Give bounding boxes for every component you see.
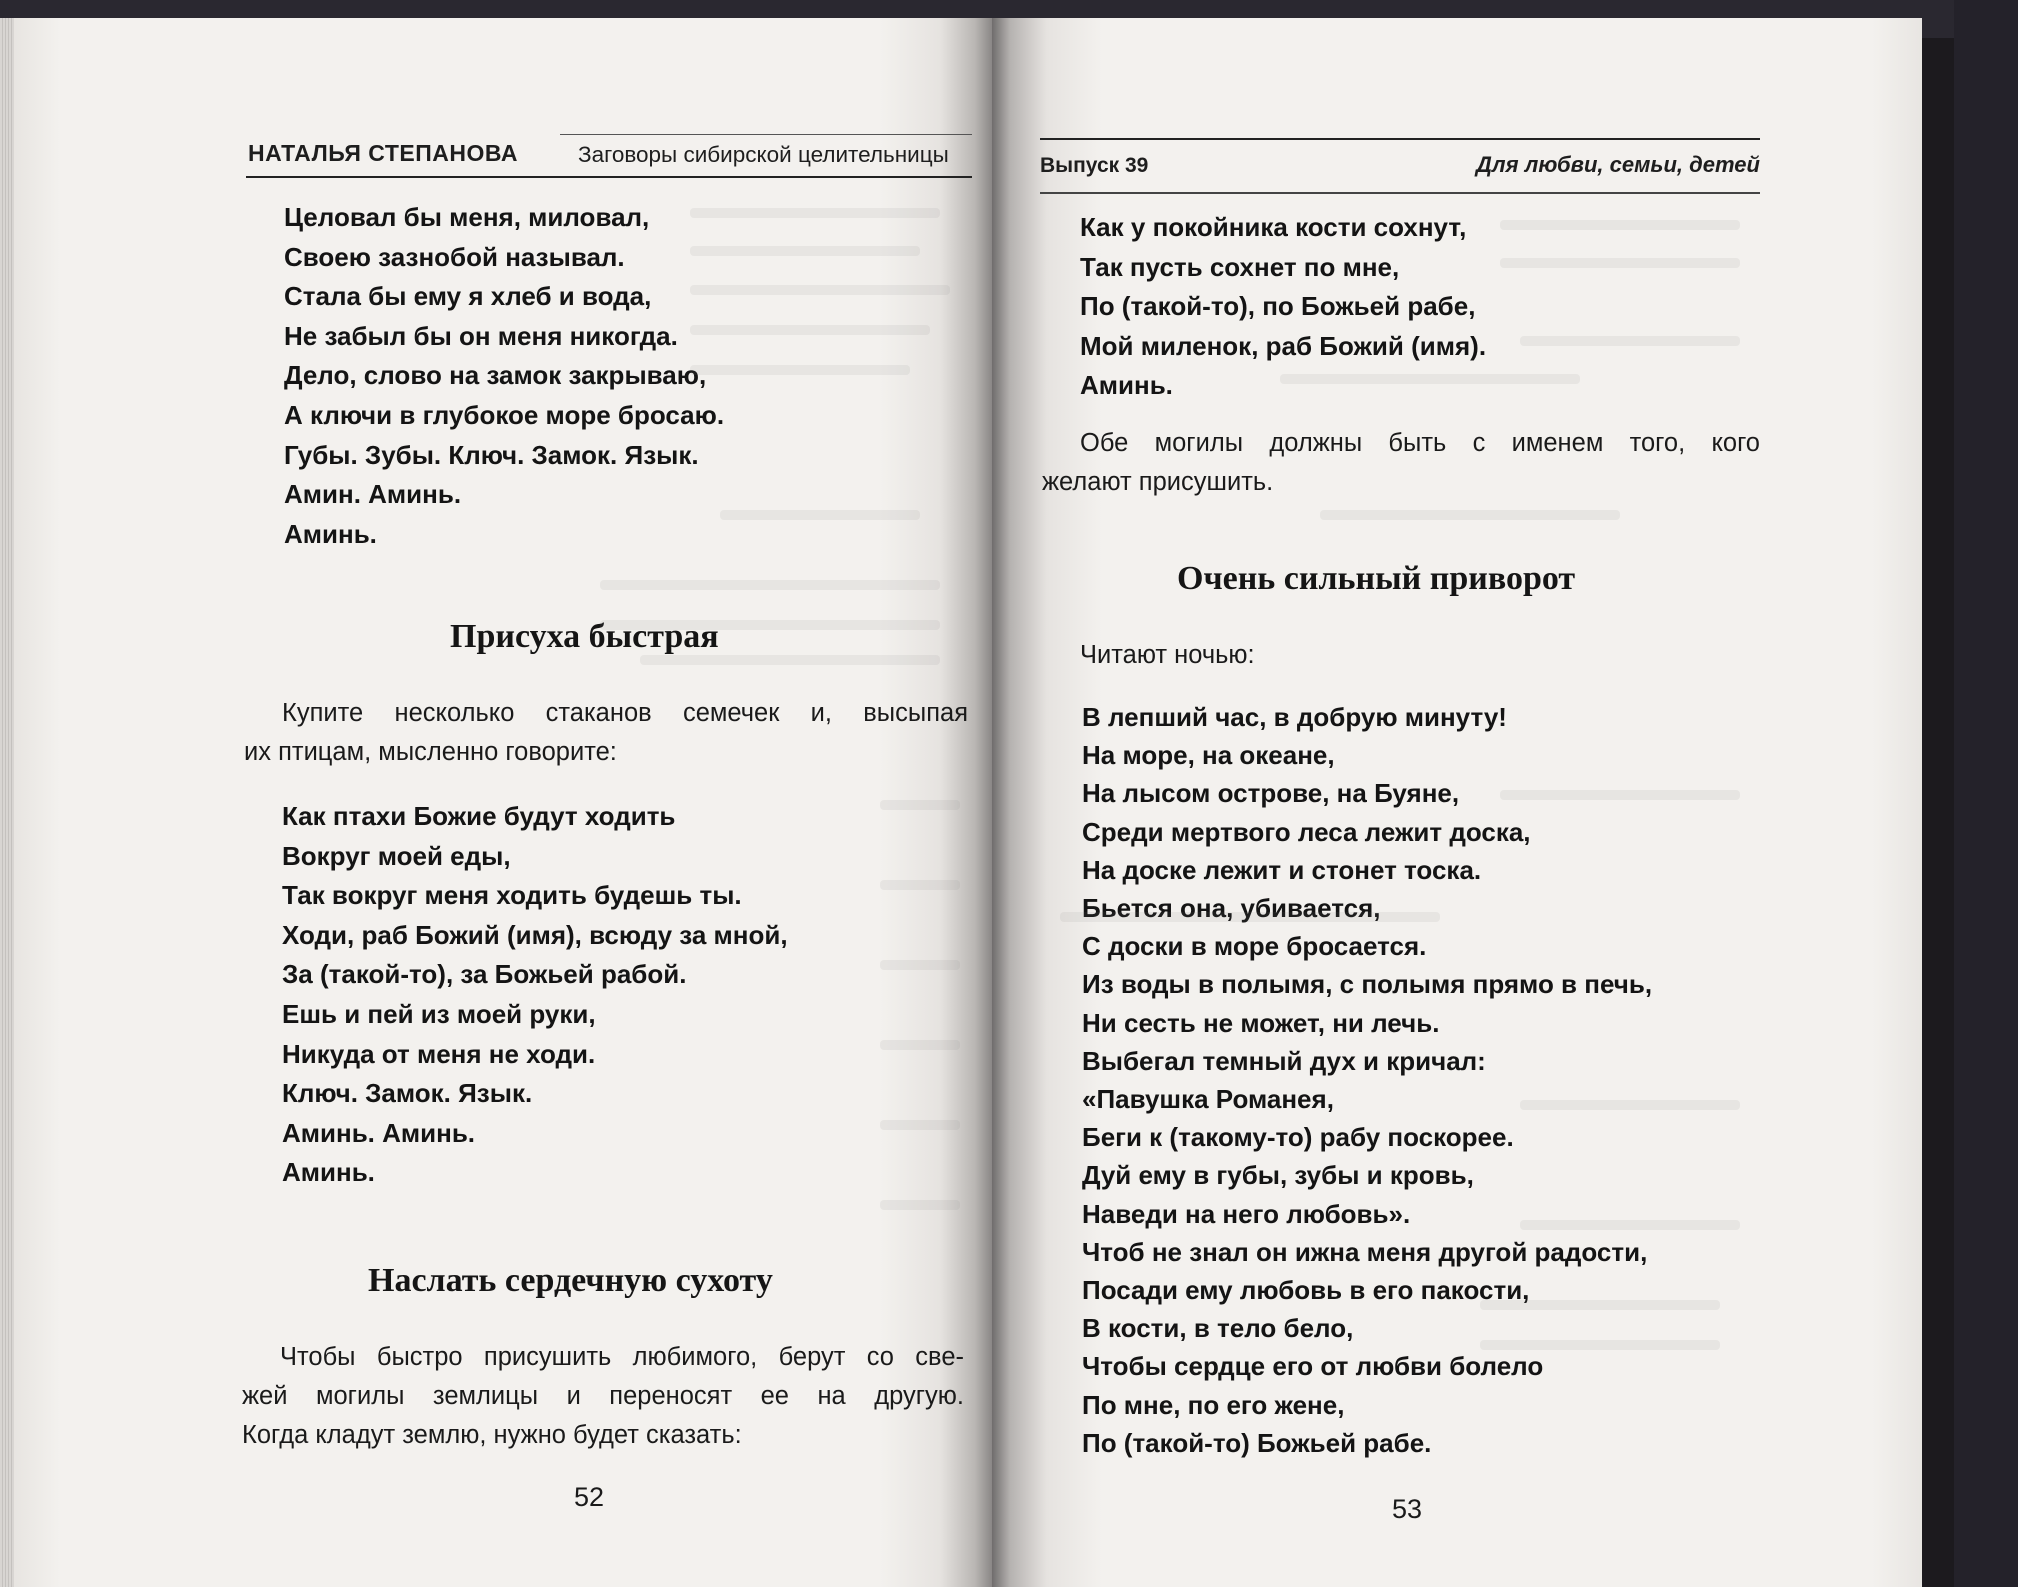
- verse-line: Ешь и пей из моей руки,: [282, 998, 596, 1029]
- verse-line: В кости, в тело бело,: [1082, 1313, 1354, 1344]
- verse-line: Наведи на него любовь».: [1082, 1198, 1411, 1229]
- verse-line: В лепший час, в добрую минуту!: [1082, 702, 1507, 732]
- verse-line: Из воды в полымя, с полымя прямо в печь,: [1082, 969, 1653, 1000]
- verse-line: Аминь.: [282, 1157, 375, 1188]
- verse-line: Целовал бы меня, миловал,: [284, 202, 650, 232]
- right-heading-1: Очень сильный приворот: [1177, 560, 1576, 597]
- right-header-rule-bottom: [1040, 192, 1760, 194]
- verse-line: Аминь.: [284, 518, 377, 549]
- verse-line: На море, на океане,: [1082, 740, 1335, 771]
- right-prose-1: [1042, 424, 1760, 463]
- verse-line: Ходи, раб Божий (имя), всюду за мной,: [282, 919, 788, 950]
- scanner-background-right: [1954, 0, 2018, 1587]
- left-header-title: Заговоры сибирской целительницы: [578, 142, 949, 167]
- verse-line: Посади ему любовь в его пакости,: [1082, 1275, 1530, 1306]
- prose-line: Купите несколько стаканов семечек и, высыпая: [282, 699, 968, 727]
- verse-line: По (такой-то), по Божьей рабе,: [1080, 291, 1476, 322]
- verse-line: Как птахи Божие будут ходить: [282, 801, 676, 831]
- left-header-rule-thin: [560, 134, 972, 135]
- verse-line: За (такой-то), за Божьей рабой.: [282, 959, 687, 990]
- verse-line: На доске лежит и стонет тоска.: [1082, 854, 1482, 885]
- left-heading-2: Наслать сердечную сухоту: [368, 1262, 773, 1299]
- verse-line: На лысом острове, на Буяне,: [1082, 778, 1460, 809]
- verse-line: Беги к (такому-то) рабу поскорее.: [1082, 1122, 1514, 1153]
- left-prose-1-end: [244, 733, 617, 772]
- right-header-rule-top: [1040, 138, 1760, 140]
- right-header-title: Для любви, семьи, детей: [1476, 152, 1760, 177]
- verse-line: Так пусть сохнет по мне,: [1080, 251, 1400, 282]
- right-prose-1-end: [1042, 463, 1273, 502]
- verse-line: Чтобы сердце его от любви болело: [1082, 1351, 1544, 1382]
- left-page-number: 52: [574, 1482, 605, 1512]
- left-verse-2: [282, 797, 788, 1193]
- verse-line: Амин. Аминь.: [284, 479, 462, 510]
- verse-line: «Павушка Романея,: [1082, 1084, 1334, 1115]
- verse-line: Выбегал темный дух и кричал:: [1082, 1045, 1486, 1076]
- right-intro: [1080, 636, 1255, 675]
- verse-line: С доски в море бросается.: [1082, 931, 1427, 962]
- right-page-number: 53: [1392, 1494, 1423, 1524]
- verse-line: Своею зазнобой называл.: [284, 241, 625, 272]
- prose-line: Читают ночью:: [1080, 641, 1255, 669]
- verse-line: Дуй ему в губы, зубы и кровь,: [1082, 1160, 1474, 1191]
- left-verse-1: [284, 198, 724, 554]
- verse-line: Дело, слово на замок закрываю,: [284, 360, 707, 391]
- left-page-edge: [0, 18, 14, 1587]
- left-heading-1: Присуха быстрая: [450, 618, 719, 655]
- verse-line: Вокруг моей еды,: [282, 840, 511, 871]
- verse-line: Стала бы ему я хлеб и вода,: [284, 281, 652, 312]
- verse-line: А ключи в глубокое море бросаю.: [284, 399, 725, 430]
- verse-line: Мой миленок, раб Божий (имя).: [1080, 330, 1487, 361]
- verse-line: Не забыл бы он меня никогда.: [284, 320, 678, 351]
- prose-line: желают присушить.: [1042, 468, 1274, 496]
- prose-line: Когда кладут землю, нужно будет сказать:: [242, 1421, 742, 1449]
- right-header-issue: Выпуск 39: [1040, 154, 1149, 177]
- verse-line: Как у покойника кости сохнут,: [1080, 212, 1467, 242]
- left-prose-2: [242, 1338, 964, 1416]
- verse-line: Бьется она, убивается,: [1082, 893, 1381, 924]
- prose-line: Чтобы быстро присушить любимого, берут со све-: [280, 1343, 964, 1371]
- verse-line: По мне, по его жене,: [1082, 1389, 1345, 1420]
- verse-line: Губы. Зубы. Ключ. Замок. Язык.: [284, 439, 699, 470]
- left-header-author: НАТАЛЬЯ СТЕПАНОВА: [248, 140, 518, 166]
- verse-line: Никуда от меня не ходи.: [282, 1038, 596, 1069]
- verse-line: Ключ. Замок. Язык.: [282, 1078, 533, 1109]
- verse-line: Аминь. Аминь.: [282, 1117, 476, 1148]
- left-prose-1: [244, 694, 968, 733]
- prose-line: жей могилы землицы и переносят ее на другую.: [242, 1382, 964, 1410]
- verse-line: Среди мертвого леса лежит доска,: [1082, 816, 1531, 847]
- verse-line: По (такой-то) Божьей рабе.: [1082, 1427, 1432, 1458]
- prose-line: их птицам, мысленно говорите:: [244, 738, 617, 766]
- left-prose-2-end: [242, 1416, 742, 1455]
- prose-line: Обе могилы должны быть с именем того, кого: [1080, 429, 1760, 457]
- verse-line: Так вокруг меня ходить будешь ты.: [282, 880, 742, 911]
- verse-line: Аминь.: [1080, 370, 1173, 401]
- verse-line: Ни сесть не может, ни лечь.: [1082, 1007, 1440, 1038]
- verse-line: Чтоб не знал он ижна меня другой радости,: [1082, 1236, 1648, 1267]
- left-header-rule: [246, 176, 972, 178]
